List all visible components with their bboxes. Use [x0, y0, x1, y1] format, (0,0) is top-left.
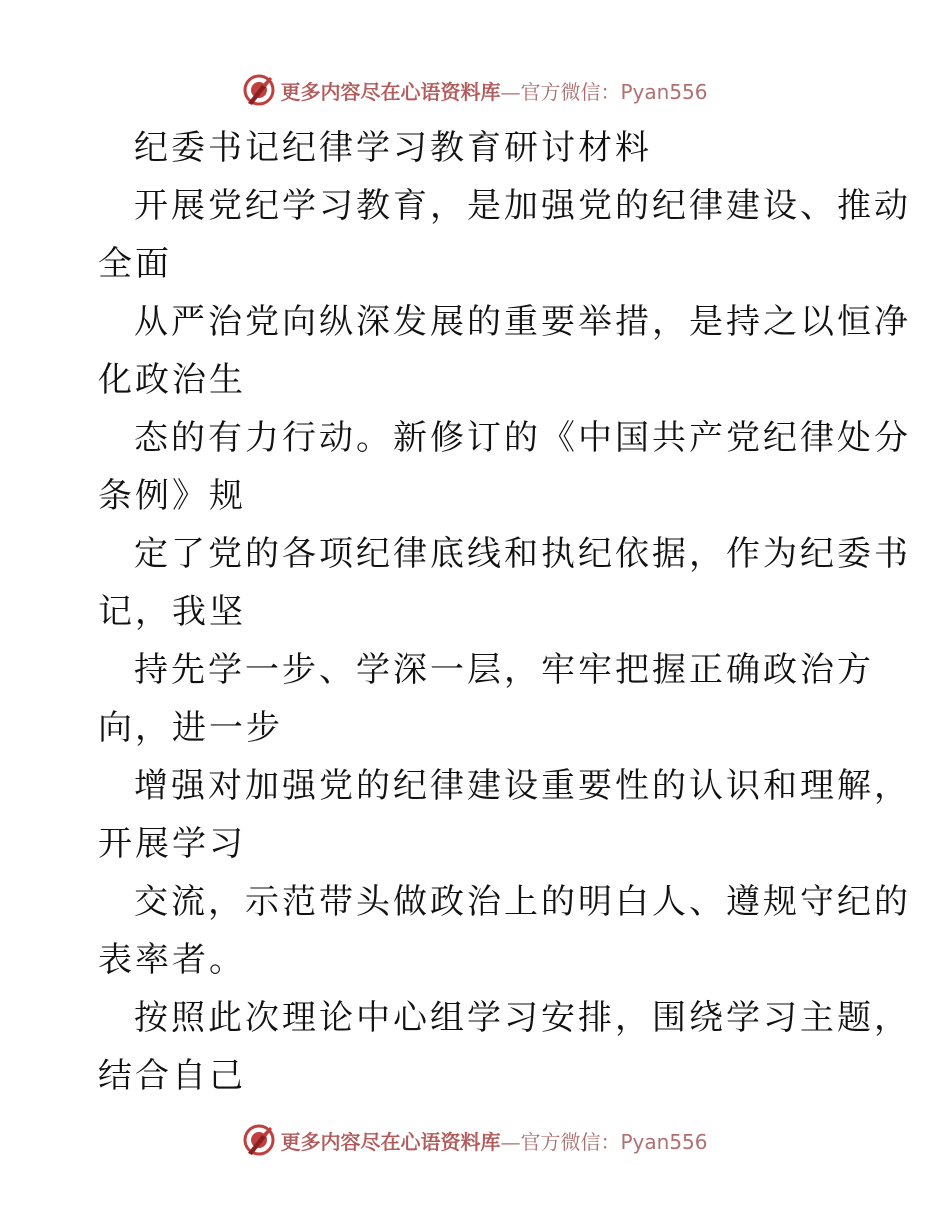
paragraph-line: 条例》规: [98, 476, 246, 516]
paragraph-line: 从严治党向纵深发展的重要举措，是持之以恒净: [134, 302, 911, 342]
paragraph-line: 交流，示范带头做政治上的明白人、遵规守纪的: [134, 882, 911, 922]
banner-dash: —: [500, 1129, 521, 1154]
banner-wechat-id: Pyan556: [620, 1129, 708, 1154]
pen-logo-icon: [242, 1123, 276, 1157]
banner-wechat-label: 官方微信：: [520, 79, 621, 104]
pen-logo-icon: [242, 73, 276, 107]
paragraph-line: 态的有力行动。新修订的《中国共产党纪律处分: [134, 418, 911, 458]
paragraph-line: 增强对加强党的纪律建设重要性的认识和理解，: [134, 766, 911, 806]
paragraph-line: 记，我坚: [98, 592, 246, 632]
paragraph-line: 按照此次理论中心组学习安排，围绕学习主题，: [134, 998, 911, 1038]
footer-banner: [0, 1120, 950, 1160]
banner-dash: —: [500, 79, 521, 104]
banner-site-text: 更多内容尽在心语资料库: [280, 1129, 501, 1154]
banner-site-text: 更多内容尽在心语资料库: [280, 79, 501, 104]
paragraph-line: 化政治生: [98, 360, 246, 400]
banner-wechat-id: Pyan556: [620, 79, 708, 104]
paragraph-line: 开展党纪学习教育，是加强党的纪律建设、推动: [134, 186, 911, 226]
paragraph-line: 持先学一步、学深一层，牢牢把握正确政治方: [134, 650, 874, 690]
paragraph-line: 开展学习: [98, 824, 246, 864]
paragraph-line: 结合自己: [98, 1056, 246, 1096]
document-title: 纪委书记纪律学习教育研讨材料: [134, 128, 652, 168]
paragraph-line: 表率者。: [98, 940, 246, 980]
paragraph-line: 向，进一步: [98, 708, 283, 748]
paragraph-line: 全面: [98, 244, 172, 284]
banner-wechat-label: 官方微信：: [520, 1129, 621, 1154]
paragraph-line: 定了党的各项纪律底线和执纪依据，作为纪委书: [134, 534, 911, 574]
header-banner: [0, 70, 950, 110]
